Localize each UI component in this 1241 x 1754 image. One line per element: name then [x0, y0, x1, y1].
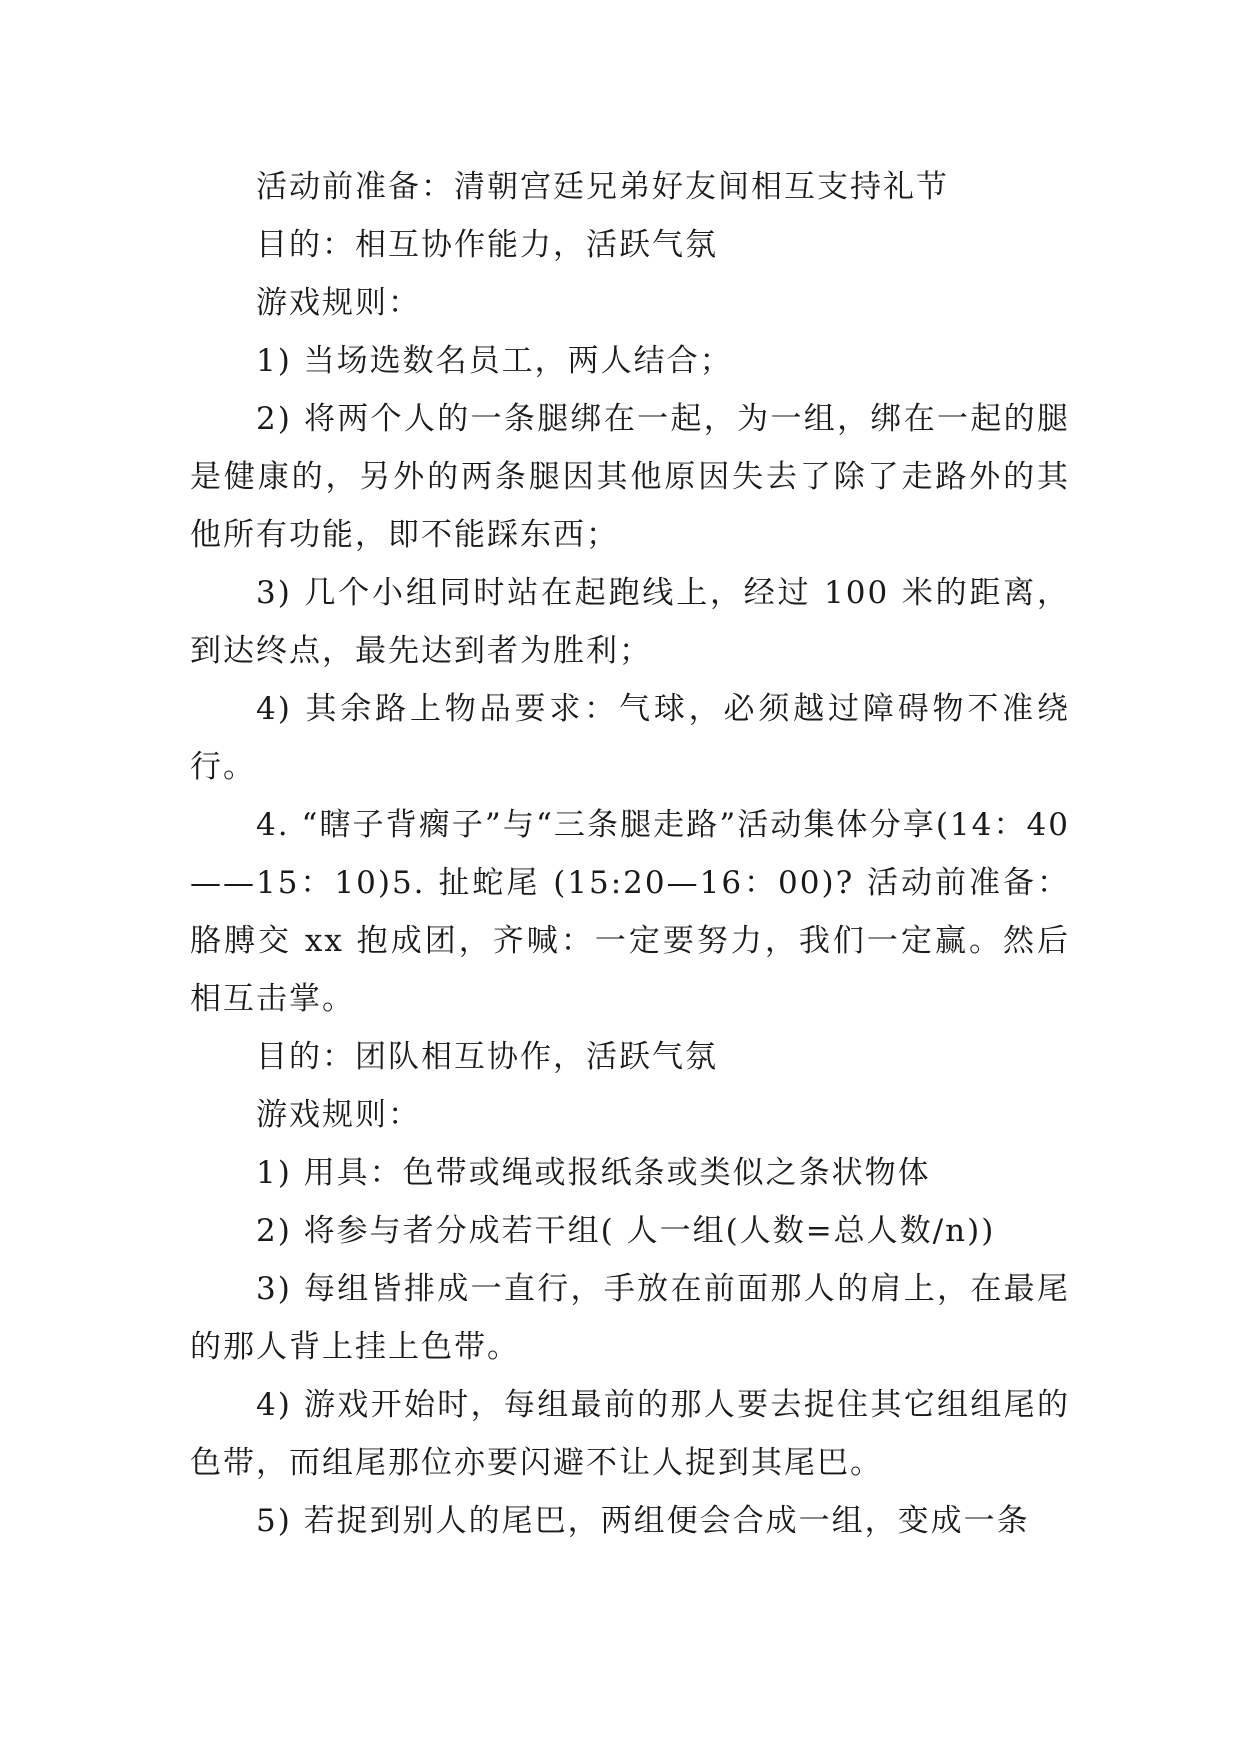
paragraph-rule-b4: 4) 游戏开始时，每组最前的那人要去捉住其它组组尾的色带，而组尾那位亦要闪避不让人捉到其尾巴。 — [190, 1387, 1070, 1481]
paragraph-rule-1: 1) 当场选数名员工，两人结合； — [256, 343, 733, 379]
paragraph-rule-b3: 3) 每组皆排成一直行，手放在前面那人的肩上，在最尾的那人背上挂上色带。 — [190, 1271, 1070, 1365]
document-body — [190, 158, 1070, 1550]
paragraph-rules-heading: 游戏规则： — [256, 285, 421, 321]
paragraph-rule-2: 2) 将两个人的一条腿绑在一起，为一组，绑在一起的腿是健康的，另外的两条腿因其他原因失去了除了走路外的其他所有功能，即不能踩东西； — [190, 401, 1070, 553]
paragraph-rule-b5: 5) 若捉到别人的尾巴，两组便会合成一组，变成一条 — [256, 1503, 1030, 1539]
paragraph-rule-b2: 2) 将参与者分成若干组( 人一组(人数=总人数/n)) — [256, 1213, 996, 1249]
paragraph-rules-heading-2: 游戏规则： — [256, 1097, 421, 1133]
paragraph-purpose: 目的：相互协作能力，活跃气氛 — [256, 227, 718, 263]
paragraph-rule-b1: 1) 用具：色带或绳或报纸条或类似之条状物体 — [256, 1155, 931, 1191]
paragraph-rule-3: 3) 几个小组同时站在起跑线上，经过 100 米的距离，到达终点，最先达到者为胜利； — [190, 575, 1070, 669]
paragraph-section-4-5: 4. “瞎子背瘸子”与“三条腿走路”活动集体分享(14：40——15：10)5. 扯蛇尾 (15:20—16：00)? 活动前准备：胳膊交 xx 抱成团，齐喊：一定要努力，我们一定赢。然后相互击掌。 — [190, 807, 1070, 1017]
paragraph-prep: 活动前准备：清朝宫廷兄弟好友间相互支持礼节 — [256, 169, 949, 205]
paragraph-rule-4: 4) 其余路上物品要求：气球，必须越过障碍物不准绕行。 — [190, 691, 1070, 785]
paragraph-purpose-2: 目的：团队相互协作，活跃气氛 — [256, 1039, 718, 1075]
